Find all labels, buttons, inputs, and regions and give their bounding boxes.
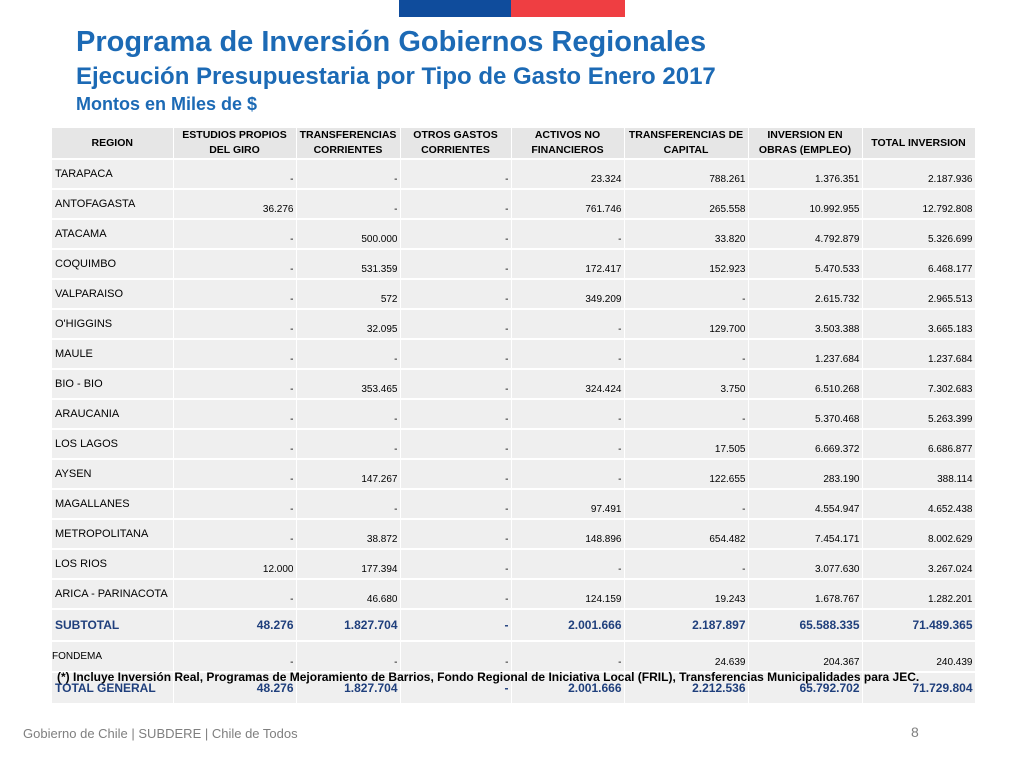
value-cell: 1.678.767 [748, 579, 862, 609]
table-row [52, 459, 975, 489]
value-cell: - [173, 399, 296, 429]
value-cell: 4.554.947 [748, 489, 862, 519]
table-row [52, 159, 975, 189]
value-cell: 572 [296, 279, 400, 309]
value-cell: - [624, 489, 748, 519]
value-cell: - [400, 339, 511, 369]
footer-text: Gobierno de Chile | SUBDERE | Chile de Todos [23, 726, 298, 741]
region-cell: O'HIGGINS [52, 309, 173, 339]
value-cell: - [296, 489, 400, 519]
value-cell: - [624, 549, 748, 579]
budget-table-container [52, 128, 973, 705]
value-cell: 1.827.704 [296, 609, 400, 641]
value-cell: 6.686.877 [862, 429, 975, 459]
region-cell: COQUIMBO [52, 249, 173, 279]
value-cell: 349.209 [511, 279, 624, 309]
value-cell: - [511, 459, 624, 489]
value-cell: 148.896 [511, 519, 624, 549]
region-cell: ANTOFAGASTA [52, 189, 173, 219]
value-cell: 36.276 [173, 189, 296, 219]
value-cell: 761.746 [511, 189, 624, 219]
region-cell: MAULE [52, 339, 173, 369]
value-cell: - [400, 519, 511, 549]
value-cell: 12.792.808 [862, 189, 975, 219]
value-cell: - [173, 579, 296, 609]
value-cell: 33.820 [624, 219, 748, 249]
value-cell: 147.267 [296, 459, 400, 489]
value-cell: - [624, 339, 748, 369]
value-cell: - [296, 189, 400, 219]
value-cell: - [400, 579, 511, 609]
value-cell: - [400, 399, 511, 429]
value-cell: - [173, 249, 296, 279]
value-cell: 48.276 [173, 609, 296, 641]
value-cell: 8.002.629 [862, 519, 975, 549]
value-cell: - [173, 429, 296, 459]
value-cell: - [511, 399, 624, 429]
value-cell: 5.263.399 [862, 399, 975, 429]
value-cell: 97.491 [511, 489, 624, 519]
value-cell: - [400, 489, 511, 519]
column-header: ACTIVOS NO FINANCIEROS [511, 128, 624, 159]
value-cell: 10.992.955 [748, 189, 862, 219]
value-cell: - [400, 429, 511, 459]
region-cell: FONDEMA [52, 641, 173, 672]
region-cell: METROPOLITANA [52, 519, 173, 549]
column-header: OTROS GASTOS CORRIENTES [400, 128, 511, 159]
value-cell: 3.665.183 [862, 309, 975, 339]
value-cell: - [400, 189, 511, 219]
value-cell: 71.729.804 [862, 672, 975, 704]
value-cell: - [296, 641, 400, 672]
value-cell: 124.159 [511, 579, 624, 609]
value-cell: 38.872 [296, 519, 400, 549]
value-cell: 65.792.702 [748, 672, 862, 704]
value-cell: 3.267.024 [862, 549, 975, 579]
value-cell: 353.465 [296, 369, 400, 399]
value-cell: - [400, 609, 511, 641]
value-cell: 283.190 [748, 459, 862, 489]
value-cell: 122.655 [624, 459, 748, 489]
value-cell: 65.588.335 [748, 609, 862, 641]
value-cell: 177.394 [296, 549, 400, 579]
value-cell: - [173, 159, 296, 189]
page-subtitle: Ejecución Presupuestaria por Tipo de Gasto Enero 2017 [76, 63, 716, 90]
value-cell: 6.468.177 [862, 249, 975, 279]
value-cell: - [400, 219, 511, 249]
table-row [52, 429, 975, 459]
value-cell: 1.376.351 [748, 159, 862, 189]
footnote: (*) Incluye Inversión Real, Programas de Mejoramiento de Barrios, Fondo Regional de Iniciativa Local (FRIL), Transferencias Municipalidades para JEC. [57, 670, 920, 684]
value-cell: - [173, 219, 296, 249]
region-cell: ATACAMA [52, 219, 173, 249]
region-cell: TOTAL GENERAL [52, 672, 173, 704]
table-row [52, 339, 975, 369]
value-cell: 24.639 [624, 641, 748, 672]
value-cell: 3.077.630 [748, 549, 862, 579]
value-cell: - [296, 159, 400, 189]
region-cell: VALPARAISO [52, 279, 173, 309]
region-cell: BIO - BIO [52, 369, 173, 399]
table-row [52, 369, 975, 399]
value-cell: 2.001.666 [511, 672, 624, 704]
region-cell: TARAPACA [52, 159, 173, 189]
value-cell: - [173, 519, 296, 549]
value-cell: 5.326.699 [862, 219, 975, 249]
column-header: TOTAL INVERSION [862, 128, 975, 159]
value-cell: 2.001.666 [511, 609, 624, 641]
value-cell: - [511, 641, 624, 672]
table-row [52, 189, 975, 219]
table-row [52, 519, 975, 549]
table-row [52, 489, 975, 519]
value-cell: 1.237.684 [862, 339, 975, 369]
value-cell: - [400, 249, 511, 279]
flag-blue-stripe [399, 0, 511, 17]
table-header-row [52, 128, 975, 159]
value-cell: 1.282.201 [862, 579, 975, 609]
value-cell: 1.827.704 [296, 672, 400, 704]
region-cell: ARICA - PARINACOTA [52, 579, 173, 609]
value-cell: 500.000 [296, 219, 400, 249]
value-cell: - [296, 339, 400, 369]
value-cell: 7.302.683 [862, 369, 975, 399]
value-cell: - [400, 641, 511, 672]
value-cell: 204.367 [748, 641, 862, 672]
region-cell: MAGALLANES [52, 489, 173, 519]
table-row [52, 399, 975, 429]
value-cell: 46.680 [296, 579, 400, 609]
table-row [52, 309, 975, 339]
value-cell: 152.923 [624, 249, 748, 279]
value-cell: - [173, 279, 296, 309]
value-cell: 6.669.372 [748, 429, 862, 459]
table-row [52, 579, 975, 609]
column-header: TRANSFERENCIAS CORRIENTES [296, 128, 400, 159]
flag-red-stripe [511, 0, 625, 17]
value-cell: - [511, 219, 624, 249]
table-row [52, 249, 975, 279]
value-cell: 4.792.879 [748, 219, 862, 249]
value-cell: - [400, 672, 511, 704]
value-cell: 788.261 [624, 159, 748, 189]
value-cell: 388.114 [862, 459, 975, 489]
value-cell: 17.505 [624, 429, 748, 459]
table-row [52, 549, 975, 579]
subtotal-row [52, 609, 975, 641]
value-cell: 7.454.171 [748, 519, 862, 549]
value-cell: - [173, 339, 296, 369]
value-cell: 71.489.365 [862, 609, 975, 641]
value-cell: 5.470.533 [748, 249, 862, 279]
value-cell: 23.324 [511, 159, 624, 189]
value-cell: - [400, 459, 511, 489]
region-cell: SUBTOTAL [52, 609, 173, 641]
value-cell: 2.187.897 [624, 609, 748, 641]
value-cell: 654.482 [624, 519, 748, 549]
table-row [52, 219, 975, 249]
value-cell: 12.000 [173, 549, 296, 579]
value-cell: 19.243 [624, 579, 748, 609]
value-cell: 240.439 [862, 641, 975, 672]
value-cell: 2.965.513 [862, 279, 975, 309]
value-cell: - [400, 549, 511, 579]
value-cell: - [511, 339, 624, 369]
region-cell: LOS RIOS [52, 549, 173, 579]
value-cell: - [511, 309, 624, 339]
value-cell: - [624, 399, 748, 429]
value-cell: 129.700 [624, 309, 748, 339]
value-cell: - [173, 309, 296, 339]
value-cell: 3.750 [624, 369, 748, 399]
value-cell: - [400, 369, 511, 399]
flag-bar [399, 0, 625, 17]
value-cell: 6.510.268 [748, 369, 862, 399]
value-cell: 265.558 [624, 189, 748, 219]
page-number: 8 [911, 724, 919, 740]
value-cell: 48.276 [173, 672, 296, 704]
region-cell: AYSEN [52, 459, 173, 489]
region-cell: ARAUCANIA [52, 399, 173, 429]
value-cell: - [400, 279, 511, 309]
value-cell: 531.359 [296, 249, 400, 279]
value-cell: 32.095 [296, 309, 400, 339]
value-cell: - [173, 641, 296, 672]
table-row [52, 279, 975, 309]
value-cell: - [173, 489, 296, 519]
value-cell: 2.187.936 [862, 159, 975, 189]
value-cell: - [511, 549, 624, 579]
region-cell: LOS LAGOS [52, 429, 173, 459]
column-header: ESTUDIOS PROPIOS DEL GIRO [173, 128, 296, 159]
value-cell: 2.212.536 [624, 672, 748, 704]
value-cell: 1.237.684 [748, 339, 862, 369]
value-cell: 172.417 [511, 249, 624, 279]
value-cell: - [296, 399, 400, 429]
value-cell: - [511, 429, 624, 459]
column-header: INVERSION EN OBRAS (EMPLEO) [748, 128, 862, 159]
page-title: Programa de Inversión Gobiernos Regionales [76, 26, 707, 58]
fondema-row [52, 641, 975, 672]
value-cell: - [173, 459, 296, 489]
value-cell: 5.370.468 [748, 399, 862, 429]
value-cell: - [400, 159, 511, 189]
budget-table [52, 128, 976, 705]
value-cell: - [173, 369, 296, 399]
column-header: TRANSFERENCIAS DE CAPITAL [624, 128, 748, 159]
value-cell: 4.652.438 [862, 489, 975, 519]
value-cell: 324.424 [511, 369, 624, 399]
units-note: Montos en Miles de $ [76, 94, 258, 114]
value-cell: 3.503.388 [748, 309, 862, 339]
value-cell: - [296, 429, 400, 459]
table-body [52, 159, 975, 704]
column-header: REGION [52, 128, 173, 159]
value-cell: - [400, 309, 511, 339]
value-cell: - [624, 279, 748, 309]
value-cell: 2.615.732 [748, 279, 862, 309]
